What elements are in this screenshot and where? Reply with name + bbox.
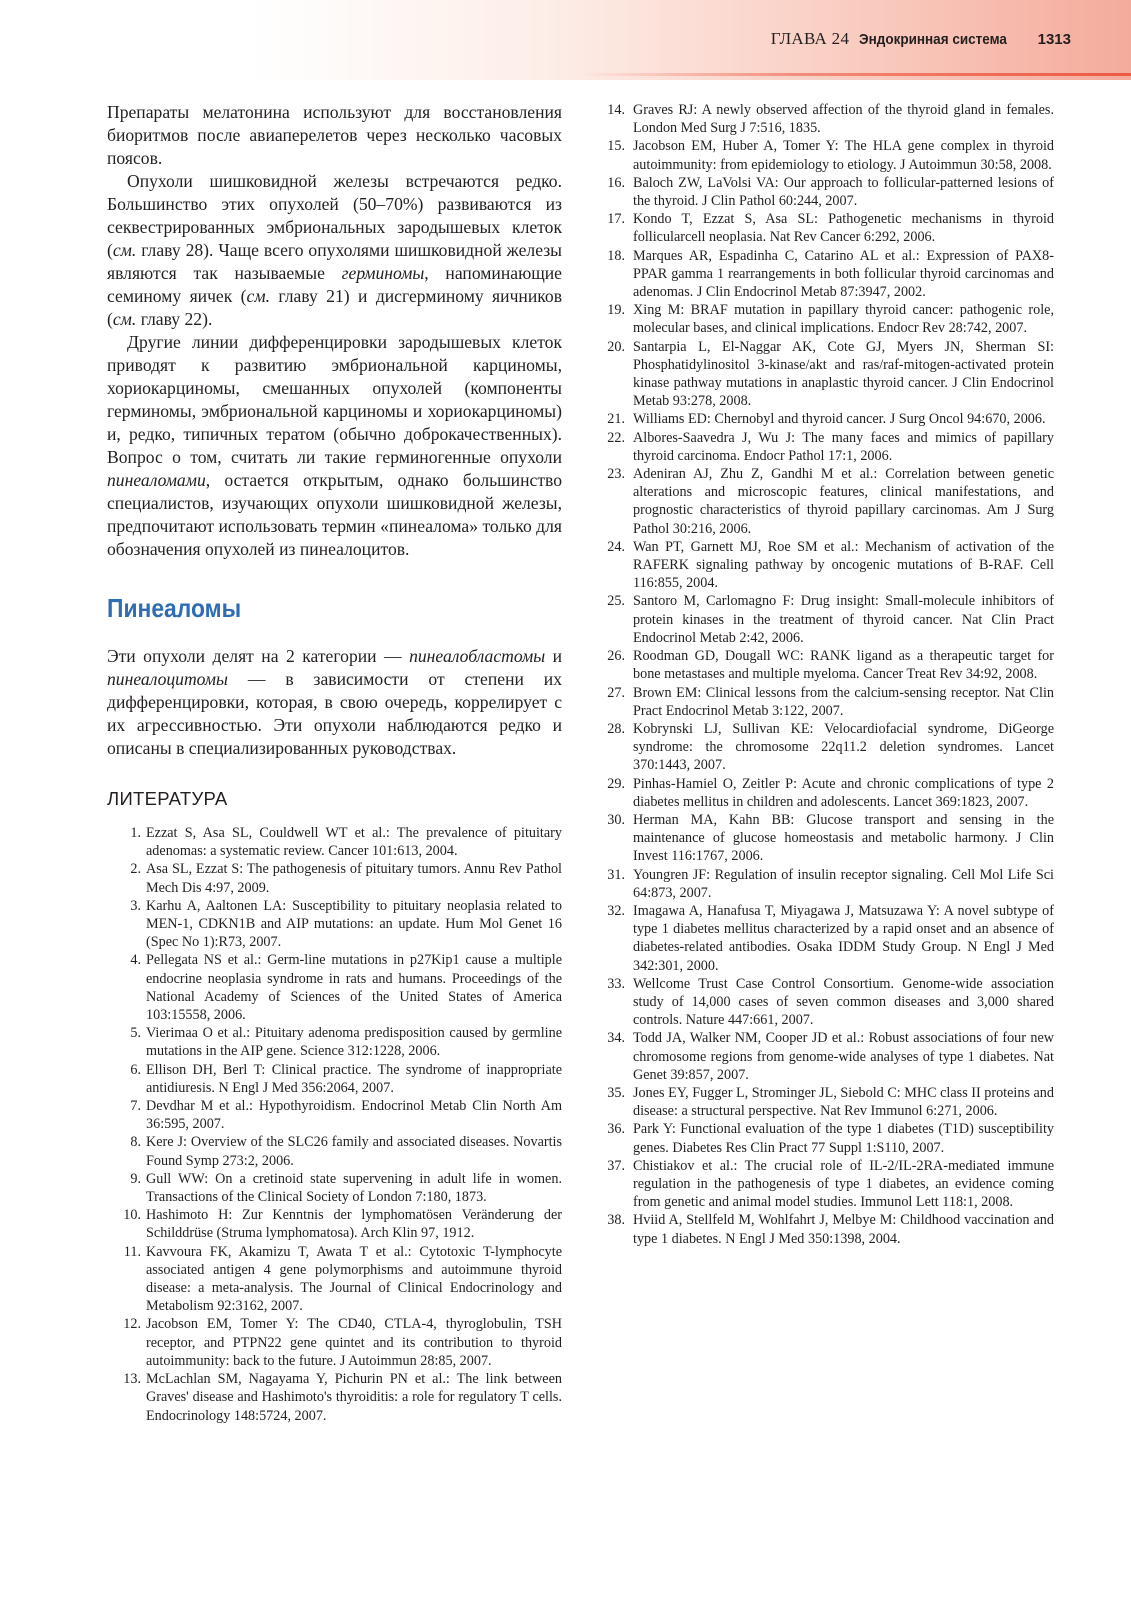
reference-item — [112, 1024, 562, 1060]
reference-item — [598, 174, 1054, 210]
reference-number: 7. — [130, 1098, 141, 1115]
reference-number: 37. — [607, 1157, 625, 1174]
reference-number: 3. — [130, 897, 141, 914]
reference-item — [598, 866, 1054, 902]
reference-text: Todd JA, Walker NM, Cooper JD et al.: Robust associations of four new chromosome regions from genome-wide analyses of type 1 diabetes. Nat Genet 39:857, 2007. — [633, 1030, 1054, 1083]
reference-item — [112, 951, 562, 1024]
reference-item — [598, 975, 1054, 1030]
reference-number: 30. — [607, 811, 625, 828]
reference-text: Asa SL, Ezzat S: The pathogenesis of pituitary tumors. Annu Rev Pathol Mech Dis 4:97, 2009. — [146, 861, 562, 896]
chapter-label: ГЛАВА 24 — [770, 29, 850, 48]
reference-text: Roodman GD, Dougall WC: RANK ligand as a therapeutic target for bone metastases and multiple myeloma. Cancer Treat Rev 34:92, 2008. — [633, 648, 1054, 683]
reference-number: 24. — [607, 538, 625, 555]
left-column — [107, 101, 562, 1425]
reference-number: 27. — [607, 684, 625, 701]
reference-text: Marques AR, Espadinha C, Catarino AL et al.: Expression of PAX8-PPAR gamma 1 rearrangements in both follicular thyroid carcinomas and adenomas. J Clin Endocrinol Metab 87:3947, 2002. — [633, 247, 1054, 301]
reference-text: McLachlan SM, Nagayama Y, Pichurin PN et al.: The link between Graves' disease and Hashimoto's thyroiditis: a role for regulatory T cells. Endocrinology 148:5724, 2007. — [146, 1371, 562, 1424]
italic-term: см. — [112, 309, 137, 329]
reference-item — [598, 210, 1054, 246]
reference-number: 23. — [607, 466, 625, 483]
text-run: главу 21) и дисгерминому яичников ( — [107, 286, 563, 329]
reference-number: 17. — [607, 211, 625, 228]
reference-item — [598, 101, 1054, 137]
right-column — [598, 101, 1054, 1248]
reference-text: Jacobson EM, Huber A, Tomer Y: The HLA gene complex in thyroid autoimmunity: from epidemiology to etiology. J Autoimmun 30:58, 2008. — [633, 138, 1054, 173]
reference-text: Baloch ZW, LaVolsi VA: Our approach to follicular-patterned lesions of the thyroid. J Clin Pathol 60:244, 2007. — [633, 174, 1054, 210]
reference-item — [112, 1170, 562, 1206]
reference-number: 29. — [607, 775, 625, 792]
reference-number: 19. — [607, 302, 625, 319]
reference-text: Williams ED: Chernobyl and thyroid cancer. J Surg Oncol 94:670, 2006. — [633, 411, 1046, 428]
reference-text: Wellcome Trust Case Control Consortium. Genome-wide association study of 14,000 cases of seven common diseases and 3,000 shared controls. Nature 447:661, 2007. — [633, 975, 1054, 1029]
reference-text: Kondo T, Ezzat S, Asa SL: Pathogenetic mechanisms in thyroid follicularcell neoplasia. Nat Rev Cancer 6:292, 2006. — [633, 211, 1054, 246]
reference-item — [112, 1097, 562, 1133]
reference-number: 36. — [607, 1121, 625, 1138]
reference-number: 9. — [130, 1170, 141, 1187]
reference-text: Brown EM: Clinical lessons from the calcium-sensing receptor. Nat Clin Pract Endocrinol Metab 3:122, 2007. — [633, 684, 1054, 719]
reference-text: Pinhas-Hamiel O, Zeitler P: Acute and chronic complications of type 2 diabetes mellitus in children and adolescents. Lancet 369:1823, 2007. — [633, 775, 1054, 810]
literature-heading: ЛИТЕРАТУРА — [107, 788, 228, 809]
reference-text: Ellison DH, Berl T: Clinical practice. The syndrome of inappropriate antidiuresis. N Engl J Med 356:2064, 2007. — [146, 1061, 562, 1096]
page-number: 1313 — [1037, 31, 1071, 48]
reference-item — [598, 338, 1054, 411]
reference-item — [598, 301, 1054, 337]
reference-text: Wan PT, Garnett MJ, Roe SM et al.: Mechanism of activation of the RAFERK signaling pathway by oncogenic mutations of B-RAF. Cell 116:855, 2004. — [633, 538, 1054, 592]
paragraph — [107, 645, 562, 760]
italic-term: пинеалобластомы — [409, 646, 546, 666]
reference-item — [112, 860, 562, 896]
reference-text: Pellegata NS et al.: Germ-line mutations in p27Kip1 cause a multiple endocrine neoplasia syndrome in rats and humans. Proceedings of the National Academy of Sciences of the United States of America 103:15558, 2006. — [146, 952, 562, 1024]
reference-item — [598, 902, 1054, 975]
reference-number: 16. — [607, 174, 625, 191]
reference-text: Jacobson EM, Tomer Y: The CD40, CTLA-4, thyroglobulin, TSH receptor, and PTPN22 gene quintet and its contribution to thyroid autoimmunity: back to the future. J Autoimmun 28:85, 2007. — [146, 1316, 562, 1369]
reference-text: Devdhar M et al.: Hypothyroidism. Endocrinol Metab Clin North Am 36:595, 2007. — [146, 1098, 562, 1133]
text-run: главу 22). — [136, 309, 213, 329]
italic-term: см. — [246, 286, 270, 306]
reference-number: 26. — [607, 648, 625, 665]
paragraph — [107, 331, 562, 561]
reference-item — [598, 1120, 1054, 1156]
reference-item — [598, 247, 1054, 302]
reference-number: 13. — [123, 1371, 141, 1388]
body-text — [107, 101, 562, 561]
paragraph — [107, 101, 562, 170]
reference-number: 38. — [607, 1212, 625, 1229]
reference-list-right — [598, 101, 1054, 1248]
reference-number: 8. — [130, 1134, 141, 1151]
reference-item — [598, 410, 1054, 428]
reference-number: 25. — [607, 593, 625, 610]
text-run: главу 28). Чаще всего опухолями шишковидной железы являются так называемые — [107, 240, 562, 283]
reference-text: Hviid A, Stellfeld M, Wohlfahrt J, Melbye M: Childhood vaccination and type 1 diabetes. N Engl J Med 350:1398, 2004. — [633, 1212, 1054, 1247]
text-run: Эти опухоли делят на 2 категории — — [107, 646, 410, 666]
reference-text: Karhu A, Aaltonen LA: Susceptibility to pituitary neoplasia related to MEN-1, CDKN1B and AIP mutations: an update. Hum Mol Genet 16 (Spec No 1):R73, 2007. — [146, 897, 562, 951]
reference-number: 4. — [130, 952, 141, 969]
text-run: и — [545, 646, 562, 666]
reference-number: 1. — [130, 825, 141, 841]
reference-item — [112, 897, 562, 952]
paragraph — [107, 170, 562, 331]
reference-number: 20. — [607, 338, 625, 355]
reference-number: 6. — [130, 1061, 141, 1078]
reference-item — [598, 1211, 1054, 1247]
reference-item — [598, 592, 1054, 647]
section-text — [107, 645, 562, 760]
reference-text: Kere J: Overview of the SLC26 family and associated diseases. Novartis Found Symp 273:2, 2006. — [146, 1134, 562, 1169]
reference-item — [598, 1157, 1054, 1212]
reference-item — [598, 1084, 1054, 1120]
reference-number: 14. — [607, 102, 625, 118]
reference-number: 32. — [607, 902, 625, 919]
reference-text: Santoro M, Carlomagno F: Drug insight: Small-molecule inhibitors of protein kinases in the treatment of thyroid cancer. Nat Clin Pract Endocrinol Metab 2:42, 2006. — [633, 593, 1054, 646]
reference-text: Youngren JF: Regulation of insulin receptor signaling. Cell Mol Life Sci 64:873, 2007. — [633, 866, 1054, 901]
reference-number: 35. — [607, 1084, 625, 1101]
reference-text: Hashimoto H: Zur Kenntnis der lymphomatösen Veränderung der Schilddrüse (Struma lymphomatosa). Arch Klin 97, 1912. — [146, 1207, 562, 1242]
text-run: Препараты мелатонина используют для восстановления биоритмов после авиаперелетов через несколько часовых поясов. — [107, 102, 562, 168]
text-run: — в зависимости от степени их дифференцировки, которая, в свою очередь, коррелирует с их агрессивностью. Эти опухоли наблюдаются редко и описаны в специализированных руководствах. — [107, 669, 562, 758]
chapter-title: Эндокринная система — [859, 31, 1008, 48]
reference-number: 18. — [607, 247, 625, 264]
reference-number: 34. — [607, 1030, 625, 1047]
reference-item — [112, 1243, 562, 1316]
reference-item — [598, 1029, 1054, 1084]
italic-term: пинеалоцитомы — [107, 669, 228, 689]
italic-term: пинеаломами — [107, 470, 206, 490]
reference-item — [112, 1133, 562, 1169]
reference-number: 12. — [123, 1316, 141, 1333]
reference-text: Albores-Saavedra J, Wu J: The many faces and mimics of papillary thyroid carcinoma. Endocr Pathol 17:1, 2006. — [633, 429, 1054, 464]
reference-text: Ezzat S, Asa SL, Couldwell WT et al.: The prevalence of pituitary adenomas: a systematic review. Cancer 101:613, 2004. — [146, 825, 562, 860]
reference-text: Santarpia L, El-Naggar AK, Cote GJ, Myers JN, Sherman SI: Phosphatidylinositol 3-kinase/akt and ras/raf-mitogen-activated protein kinase pathway mutations in anaplastic thyroid cancer. J Clin Endocrinol Metab 93:278, 2008. — [633, 338, 1054, 410]
reference-number: 15. — [607, 138, 625, 155]
reference-item — [598, 429, 1054, 465]
reference-number: 33. — [607, 975, 625, 992]
reference-text: Gull WW: On a cretinoid state supervening in adult life in women. Transactions of the Clinical Society of London 7:180, 1873. — [146, 1170, 562, 1206]
reference-item — [598, 720, 1054, 775]
reference-text: Kavvoura FK, Akamizu T, Awata T et al.: Cytotoxic T-lymphocyte associated antigen 4 gene polymorphisms and autoimmune thyroid disease: a meta-analysis. The Journal of Clinical Endocrinology and Metabolism 92:3162, 2007. — [146, 1243, 562, 1315]
reference-number: 2. — [130, 861, 141, 878]
reference-number: 5. — [130, 1025, 141, 1042]
reference-item — [598, 465, 1054, 538]
reference-text: Chistiakov et al.: The crucial role of IL-2/IL-2RA-mediated immune regulation in the pathogenesis of type 1 diabetes, an evidence coming from genetic and animal model studies. Immunol Lett 118:1, 2008. — [633, 1157, 1054, 1211]
running-header — [771, 29, 1071, 51]
reference-number: 28. — [607, 720, 625, 737]
reference-text: Imagawa A, Hanafusa T, Miyagawa J, Matsuzawa Y: A novel subtype of type 1 diabetes mellitus characterized by a rapid onset and an absence of diabetes-related antibodies. Osaka IDDM Study Group. N Engl J Med 342:301, 2000. — [633, 902, 1054, 974]
reference-list-left — [112, 824, 562, 1425]
reference-text: Graves RJ: A newly observed affection of the thyroid gland in females. London Med Surg J 7:516, 1835. — [633, 102, 1054, 137]
reference-item — [598, 811, 1054, 866]
text-run: , остается открытым, однако большинство специалистов, изучающих опухоли шишковидной железы, предпочитают использовать термин «пинеалома» только для обозначения опухолей из пинеалоцитов. — [107, 470, 562, 559]
reference-item — [112, 1206, 562, 1242]
reference-text: Jones EY, Fugger L, Strominger JL, Siebold C: MHC class II proteins and disease: a structural perspective. Nat Rev Immunol 6:271, 2006. — [633, 1084, 1054, 1120]
header-rule — [580, 73, 1131, 76]
italic-term: см. — [112, 240, 137, 260]
reference-number: 31. — [607, 866, 625, 883]
reference-text: Adeniran AJ, Zhu Z, Gandhi M et al.: Correlation between genetic alterations and microscopic features, clinical manifestations, and prognostic characteristics of thyroid papillary carcinomas. Am J Surg Pathol 30:216, 2006. — [633, 466, 1054, 537]
reference-item — [598, 647, 1054, 683]
text-run: Другие линии дифференцировки зародышевых клеток приводят к развитию эмбриональной карциномы, хориокарциномы, смешанных опухолей (компоненты герминомы, эмбриональной карциномы и хориокарциномы) и, редко, типичных тератом (обычно доброкачественных). Вопрос о том, считать ли такие герминогенные опухоли — [107, 332, 562, 467]
reference-item — [598, 775, 1054, 811]
reference-number: 10. — [123, 1207, 141, 1224]
reference-text: Herman MA, Kahn BB: Glucose transport and sensing in the maintenance of glucose homeostasis and metabolic harmony. J Clin Invest 116:1767, 2006. — [633, 811, 1054, 865]
reference-item — [598, 137, 1054, 173]
reference-item — [112, 1315, 562, 1370]
reference-number: 11. — [123, 1243, 141, 1260]
italic-term: герминомы — [341, 263, 425, 283]
reference-item — [112, 824, 562, 860]
text-run: , напоминающие семиному яичек ( — [107, 263, 562, 306]
reference-item — [112, 1061, 562, 1097]
reference-text: Kobrynski LJ, Sullivan KE: Velocardiofacial syndrome, DiGeorge syndrome: the chromosome 22q11.2 deletion syndromes. Lancet 370:1443, 2007. — [633, 720, 1054, 774]
reference-item — [598, 684, 1054, 720]
reference-text: Vierimaa O et al.: Pituitary adenoma predisposition caused by germline mutations in the AIP gene. Science 312:1228, 2006. — [146, 1025, 562, 1060]
text-run: Опухоли шишковидной железы встречаются редко. Большинство этих опухолей (50–70%) развиваются из секвестрированных эмбриональных зародышевых клеток ( — [107, 171, 562, 260]
reference-number: 22. — [607, 429, 625, 446]
section-heading: Пинеаломы — [107, 593, 242, 623]
reference-text: Xing M: BRAF mutation in papillary thyroid cancer: pathogenic role, molecular bases, and clinical implications. Endocr Rev 28:742, 2007. — [633, 302, 1054, 337]
reference-item — [598, 538, 1054, 593]
reference-item — [112, 1370, 562, 1425]
reference-number: 21. — [607, 411, 625, 428]
reference-text: Park Y: Functional evaluation of the type 1 diabetes (T1D) susceptibility genes. Diabetes Res Clin Pract 77 Suppl 1:S110, 2007. — [633, 1121, 1054, 1156]
